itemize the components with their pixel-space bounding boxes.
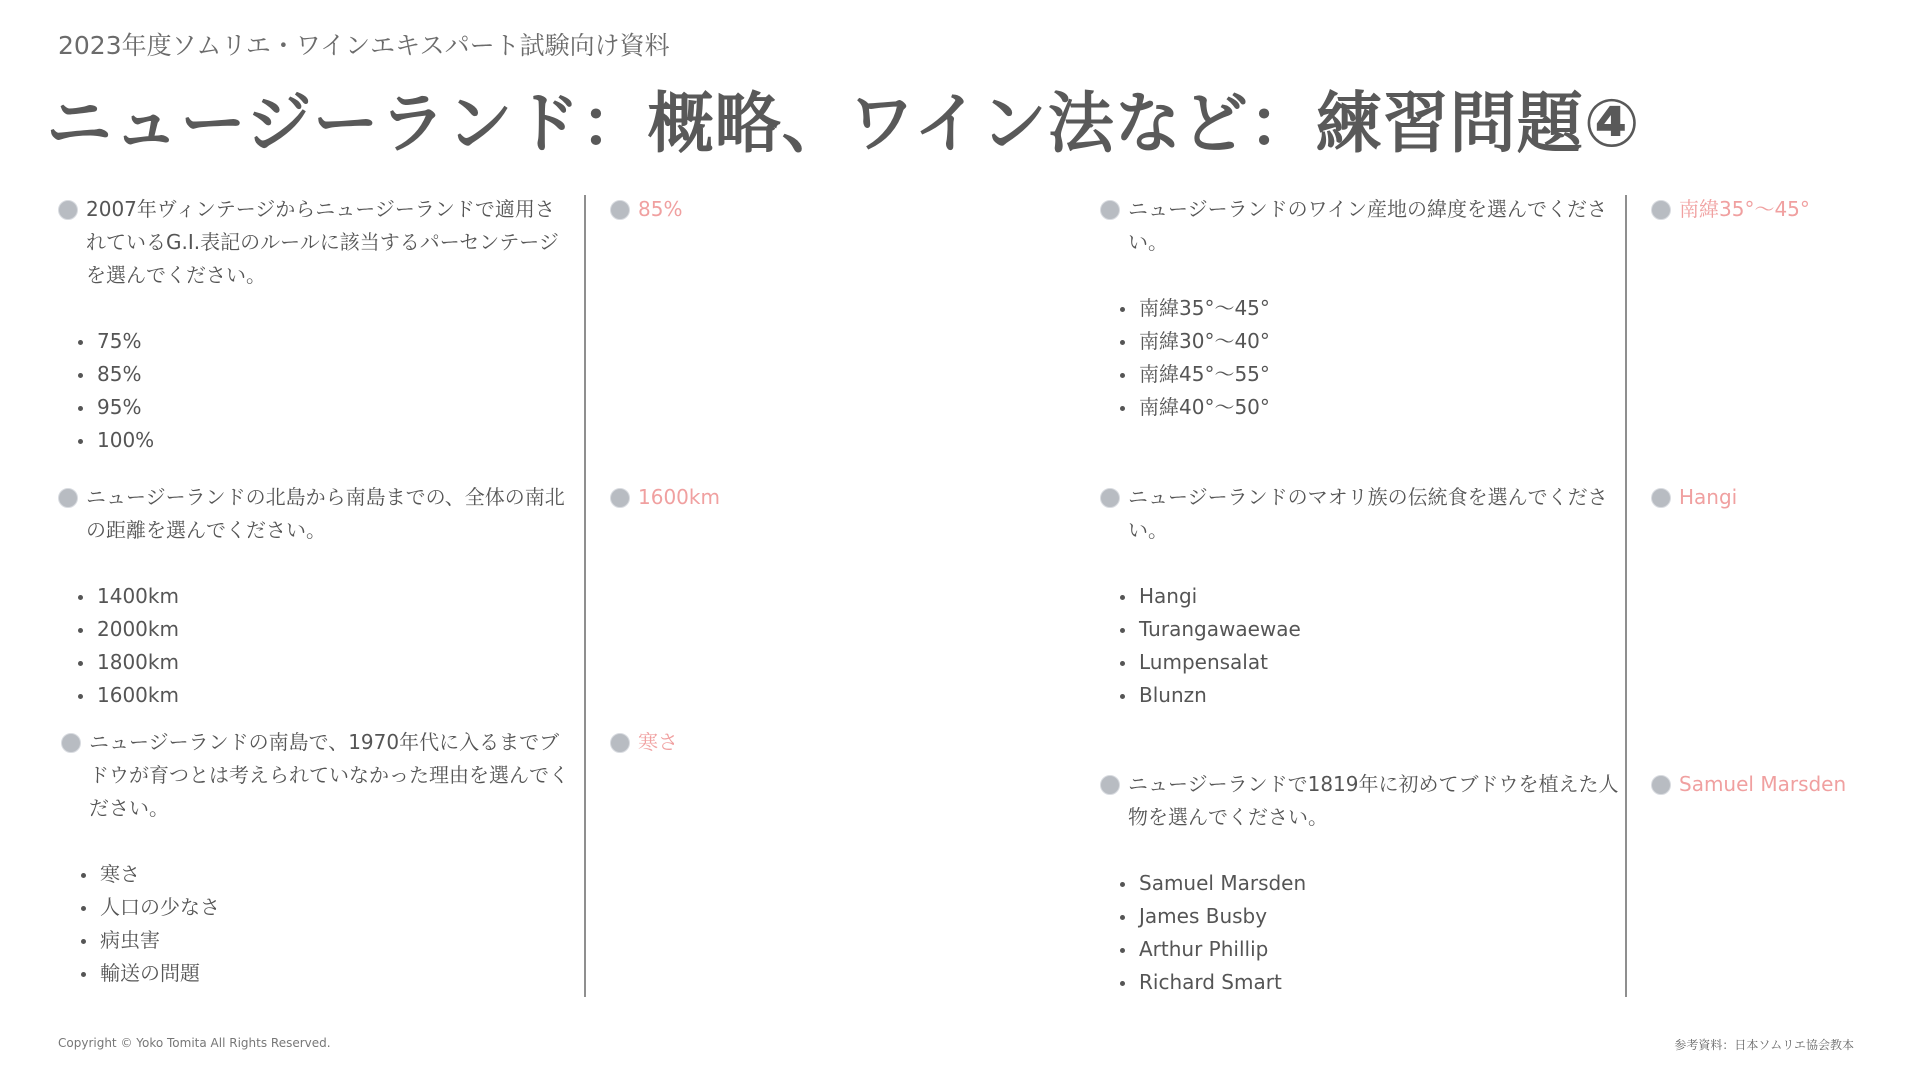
question-2-text: ニュージーランドの北島から南島までの、全体の南北の距離を選んでください。	[86, 485, 565, 542]
answer-2	[610, 481, 720, 514]
question-4-options	[1100, 292, 1620, 424]
option-item: 病虫害	[79, 924, 571, 957]
question-2-options	[58, 580, 578, 712]
question-1	[58, 193, 563, 457]
option-item: 1400km	[76, 580, 578, 613]
answer-5	[1651, 481, 1737, 514]
option-item: 輸送の問題	[79, 957, 571, 990]
question-6-text: ニュージーランドで1819年に初めてブドウを植えた人物を選んでください。	[1128, 772, 1619, 829]
answer-1	[610, 193, 682, 226]
question-4-text: ニュージーランドのワイン産地の緯度を選んでください。	[1128, 197, 1607, 254]
question-6-text-row	[1100, 768, 1620, 834]
question-bullet-icon	[58, 200, 78, 220]
answer-6	[1651, 768, 1846, 801]
answer-bullet-icon	[610, 488, 630, 508]
question-5	[1100, 481, 1620, 712]
answer-6-text: Samuel Marsden	[1679, 772, 1847, 796]
column-divider-right	[1625, 195, 1627, 997]
option-item: 南緯45°〜55°	[1118, 358, 1620, 391]
option-item: Blunzn	[1118, 679, 1620, 712]
answer-5-text: Hangi	[1679, 485, 1738, 509]
answer-bullet-icon	[1651, 488, 1671, 508]
question-3	[61, 726, 571, 990]
option-item: Arthur Phillip	[1118, 933, 1620, 966]
option-item: 寒さ	[79, 858, 571, 891]
question-bullet-icon	[1100, 775, 1120, 795]
question-3-text: ニュージーランドの南島で、1970年代に入るまでブドウが育つとは考えられていなかった理由を選んでください。	[89, 730, 569, 820]
question-bullet-icon	[58, 488, 78, 508]
option-item: 南緯35°〜45°	[1118, 292, 1620, 325]
option-item: Samuel Marsden	[1118, 867, 1620, 900]
question-3-text-row	[61, 726, 571, 825]
question-2	[58, 481, 578, 712]
option-item: Richard Smart	[1118, 966, 1620, 999]
question-5-text: ニュージーランドのマオリ族の伝統食を選んでください。	[1128, 485, 1608, 542]
option-item: 南緯30°〜40°	[1118, 325, 1620, 358]
question-5-options	[1100, 580, 1620, 712]
question-1-options	[58, 325, 563, 457]
answer-1-text: 85%	[638, 197, 683, 221]
option-item: Turangawaewae	[1118, 613, 1620, 646]
option-item: 1800km	[76, 646, 578, 679]
option-item: 1600km	[76, 679, 578, 712]
question-bullet-icon	[61, 733, 81, 753]
answer-3	[610, 726, 678, 759]
question-bullet-icon	[1100, 200, 1120, 220]
reference-note: 参考資料：日本ソムリエ協会教本	[1674, 1038, 1854, 1052]
page-subtitle: 2023年度ソムリエ・ワインエキスパート試験向け資料	[58, 31, 670, 60]
answer-bullet-icon	[610, 200, 630, 220]
question-4	[1100, 193, 1620, 424]
question-6-options	[1100, 867, 1620, 999]
answer-2-text: 1600km	[638, 485, 720, 509]
answer-bullet-icon	[1651, 200, 1671, 220]
option-item: James Busby	[1118, 900, 1620, 933]
answer-bullet-icon	[1651, 775, 1671, 795]
option-item: 75%	[76, 325, 563, 358]
answer-bullet-icon	[610, 733, 630, 753]
option-item: 100%	[76, 424, 563, 457]
answer-4	[1651, 193, 1810, 226]
question-2-text-row	[58, 481, 578, 547]
option-item: 2000km	[76, 613, 578, 646]
question-6	[1100, 768, 1620, 999]
answer-4-text: 南緯35°〜45°	[1679, 197, 1810, 221]
question-1-text: 2007年ヴィンテージからニュージーランドで適用されているG.I.表記のルールに該当するパーセンテージを選んでください。	[86, 197, 559, 287]
question-3-options	[61, 858, 571, 990]
page-title: ニュージーランド：概略、ワイン法など：練習問題④	[46, 85, 1641, 162]
option-item: 95%	[76, 391, 563, 424]
copyright: Copyright © Yoko Tomita All Rights Reserved.	[58, 1036, 331, 1050]
option-item: Lumpensalat	[1118, 646, 1620, 679]
question-4-text-row	[1100, 193, 1620, 259]
column-divider-left	[584, 195, 586, 997]
answer-3-text: 寒さ	[638, 730, 678, 754]
option-item: 85%	[76, 358, 563, 391]
option-item: 人口の少なさ	[79, 891, 571, 924]
option-item: Hangi	[1118, 580, 1620, 613]
question-bullet-icon	[1100, 488, 1120, 508]
option-item: 南緯40°〜50°	[1118, 391, 1620, 424]
question-5-text-row	[1100, 481, 1620, 547]
question-1-text-row	[58, 193, 563, 292]
